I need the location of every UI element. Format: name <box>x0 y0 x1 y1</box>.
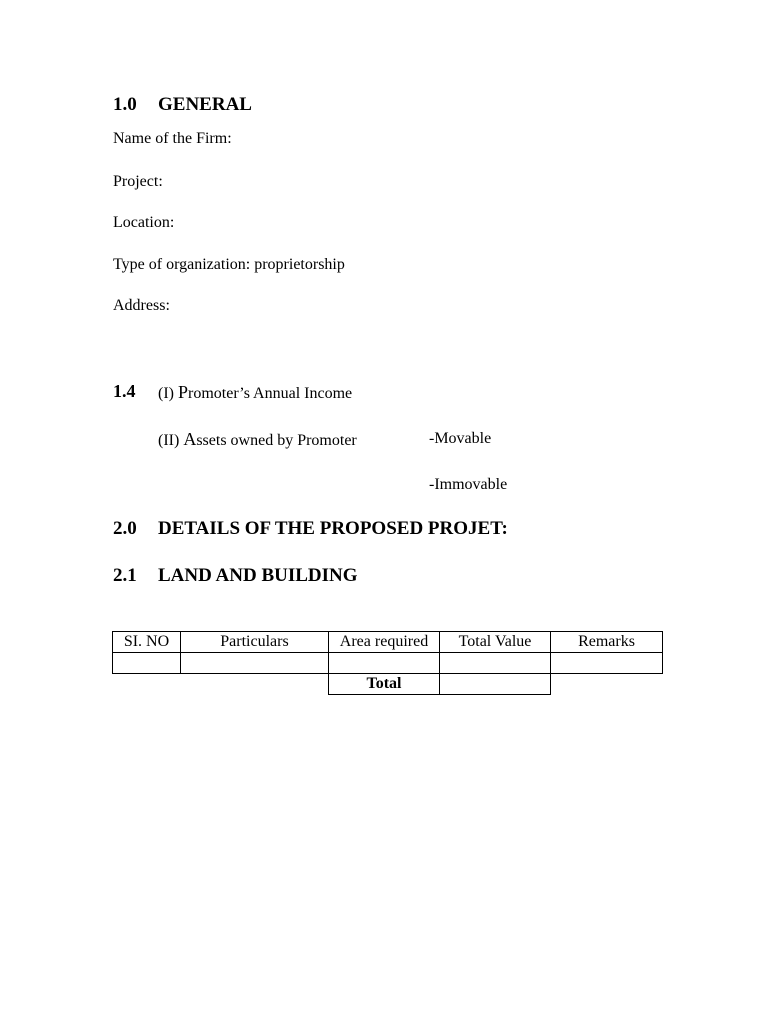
header-particulars: Particulars <box>181 632 329 653</box>
promoter-assets-item <box>158 429 357 450</box>
total-label: Total <box>329 674 440 695</box>
section-title: LAND AND BUILDING <box>158 565 358 586</box>
header-remarks: Remarks <box>551 632 663 653</box>
item-prefix: (II) <box>158 432 184 449</box>
section-2-0-heading <box>113 518 613 542</box>
table-cell <box>440 653 551 674</box>
table-spacer <box>181 674 329 695</box>
immovable-assets-label: -Immovable <box>429 476 508 493</box>
organization-type-field: Type of organization: proprietorship <box>113 256 345 273</box>
table-spacer <box>113 674 181 695</box>
location-field: Location: <box>113 214 175 231</box>
table-cell <box>329 653 440 674</box>
item-label: ssets owned by Promoter <box>196 432 357 449</box>
section-2-1-heading <box>113 565 513 589</box>
table-total-row <box>113 674 663 695</box>
address-field: Address: <box>113 297 170 314</box>
item-initial: A <box>183 429 197 449</box>
table-header-row <box>113 632 663 653</box>
promoter-annual-income-item <box>158 382 352 403</box>
table-cell <box>113 653 181 674</box>
item-label: romoter’s Annual Income <box>188 385 353 402</box>
section-1-4-number: 1.4 <box>113 381 136 401</box>
header-total-value: Total Value <box>440 632 551 653</box>
firm-name-field: Name of the Firm: <box>113 130 232 147</box>
table-cell <box>551 653 663 674</box>
header-si-no: SI. NO <box>113 632 181 653</box>
section-number: 2.1 <box>113 565 137 586</box>
project-field: Project: <box>113 173 163 190</box>
land-building-table <box>112 631 663 695</box>
header-area-required: Area required <box>329 632 440 653</box>
section-number: 2.0 <box>113 518 137 539</box>
table-row <box>113 653 663 674</box>
section-title: DETAILS OF THE PROPOSED PROJET: <box>158 518 508 539</box>
section-1-0-heading <box>113 94 413 118</box>
item-prefix: (I) <box>158 385 178 402</box>
section-title: GENERAL <box>158 94 252 115</box>
table-cell <box>181 653 329 674</box>
item-initial: P <box>177 382 188 402</box>
movable-assets-label: -Movable <box>429 430 492 447</box>
section-number: 1.0 <box>113 94 137 115</box>
table-spacer <box>551 674 663 695</box>
total-value-cell <box>440 674 551 695</box>
